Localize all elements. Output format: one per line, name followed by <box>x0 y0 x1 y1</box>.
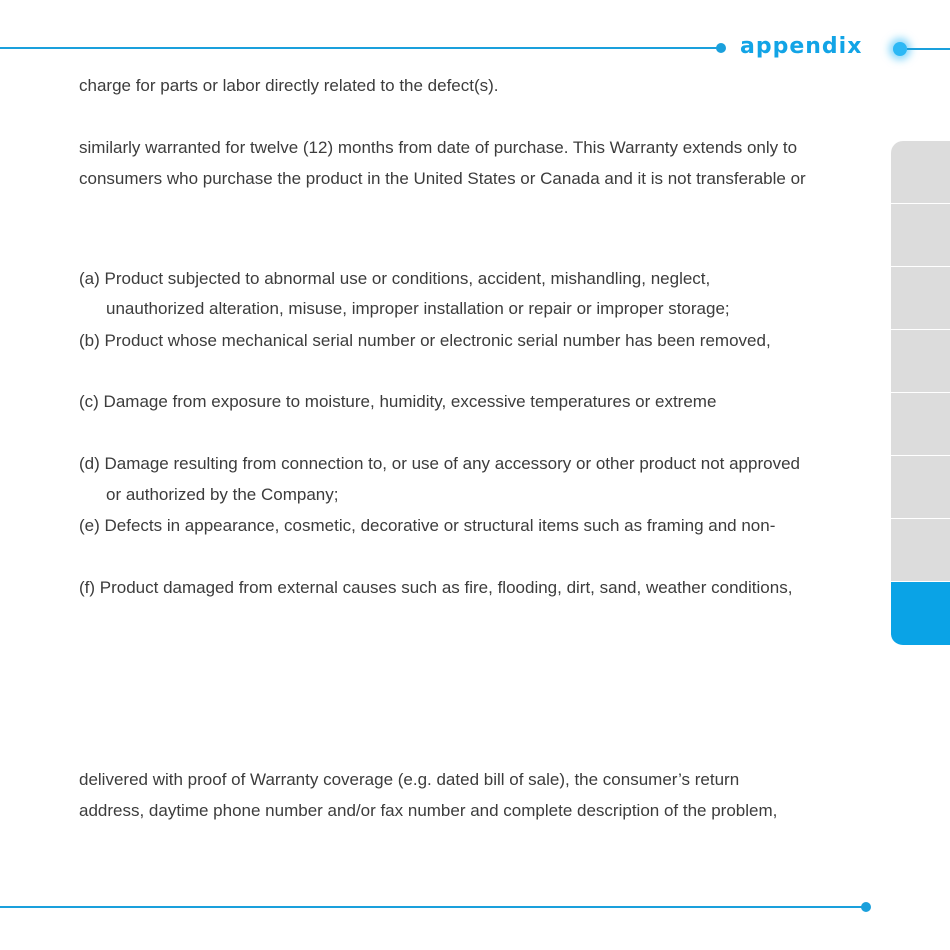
section-tabs <box>891 141 950 646</box>
section-tab-5[interactable] <box>891 393 950 456</box>
section-tab-appendix-active[interactable] <box>891 582 950 646</box>
list-item-a-continued: unauthorized alteration, misuse, improper installation or repair or improper storage; <box>106 299 730 318</box>
list-item-d-continued: or authorized by the Company; <box>106 485 339 504</box>
body-line: charge for parts or labor directly related to the defect(s). <box>79 76 499 95</box>
list-item-a: (a) Product subjected to abnormal use or conditions, accident, mishandling, neglect, <box>79 269 711 288</box>
section-tab-4[interactable] <box>891 330 950 393</box>
header-rule-right <box>907 48 950 50</box>
list-item-e: (e) Defects in appearance, cosmetic, decorative or structural items such as framing and non- <box>79 516 776 535</box>
footer-rule-dot <box>861 902 871 912</box>
section-tab-2[interactable] <box>891 204 950 267</box>
list-item-c: (c) Damage from exposure to moisture, humidity, excessive temperatures or extreme <box>79 392 717 411</box>
header-rule-dot <box>716 43 726 53</box>
body-line: similarly warranted for twelve (12) months from date of purchase. This Warranty extends only to <box>79 138 798 157</box>
list-item-b: (b) Product whose mechanical serial number or electronic serial number has been removed, <box>79 331 771 350</box>
list-item-f: (f) Product damaged from external causes such as fire, flooding, dirt, sand, weather conditions, <box>79 578 793 597</box>
section-tab-1[interactable] <box>891 141 950 204</box>
section-tab-6[interactable] <box>891 456 950 519</box>
header-rule <box>0 47 722 49</box>
body-line: consumers who purchase the product in the United States or Canada and it is not transferable or <box>79 169 806 188</box>
body-line: address, daytime phone number and/or fax number and complete description of the problem, <box>79 801 778 820</box>
section-tab-3[interactable] <box>891 267 950 330</box>
footer-rule <box>0 906 866 908</box>
page-section-title: appendix <box>740 34 863 59</box>
body-line: delivered with proof of Warranty coverage (e.g. dated bill of sale), the consumer’s return <box>79 770 740 789</box>
glow-dot-icon <box>893 42 907 56</box>
section-tab-7[interactable] <box>891 519 950 582</box>
list-item-d: (d) Damage resulting from connection to, or use of any accessory or other product not approved <box>79 454 800 473</box>
